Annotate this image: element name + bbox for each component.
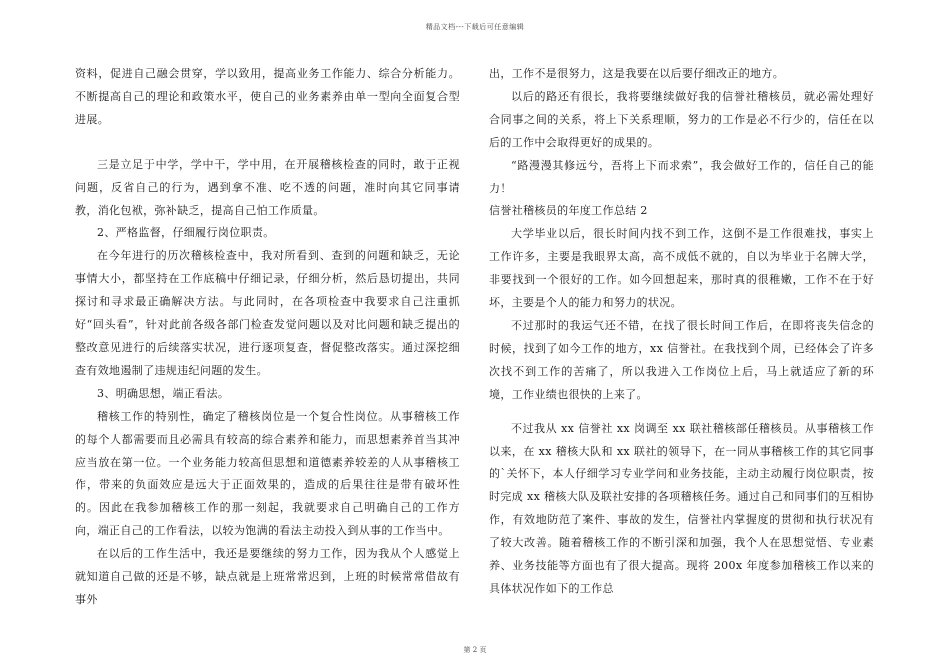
paragraph: 出，工作不是很努力，这是我要在以后要仔细改正的地方。 [489, 67, 785, 80]
section-heading: 3、明确思想，端正看法。 [97, 386, 230, 400]
paragraph: 以后的路还有很长，我将要继续做好我的信誉社稽核员，就必需处理好合同事之间的关系，将上下关系理顺，努力的工作是必不行少的，信任在以后的工作中会取得更好的成果的。 [489, 89, 874, 149]
left-column [75, 63, 460, 612]
paragraph: 在今年进行的历次稽核检查中，我对所看到、查到的问题和缺乏，无论事情大小，都坚持在工作底稿中仔细记录，仔细分析，然后恳切提出，共同探讨和寻求最正确解决方法。与此同时，在各项检查中我要求自己注重抓好“回头看”，针对此前各级各部门检查发觉问题以及对比问题和缺乏提出的整改意见进行的后续落实状况，进行逐项复查，督促整改落实。通过深挖细查有效地遏制了违规违纪问题的发生。 [75, 249, 460, 377]
right-column [489, 63, 874, 601]
paragraph: 三是立足于中学，学中干，学中用，在开展稽核检查的同时，敢于正视问题，反省自己的行为，遇到拿不准、吃不透的问题，准时向其它同事请教，消化包袱，弥补缺乏，提高自己怕工作质量。 [75, 157, 460, 217]
article-title: 信誉社稽核员的年度工作总结 2 [489, 204, 648, 218]
quote-paragraph: “路漫漫其修远兮，吾将上下而求索”，我会做好工作的，信任自己的能力！ [489, 158, 874, 195]
page-number: 第 2 页 [463, 646, 487, 654]
paragraph: 不过那时的我运气还不错，在找了很长时间工作后，在即将丧失信念的时候，找到了如今工作的地方，xx 信誉社。在我找到个周，已经体会了许多次找不到工作的苦痛了，所以我进入工作岗位上后，马上就适应了新的环境，工作业绩也很快的上来了。 [489, 318, 874, 401]
paragraph: 在以后的工作生活中，我还是要继续的努力工作，因为我从个人感觉上就知道自己做的还是不够，缺点就是上班常常迟到，上班的时候常常借故有事外 [75, 547, 460, 606]
page-header: 精品文档---下载后可任意编辑 [425, 23, 525, 31]
section-heading: 2、严格监督，仔细履行岗位职责。 [97, 226, 275, 240]
paragraph: 稽核工作的特别性，确定了稽核岗位是一个复合性岗位。从事稽核工作的每个人都需要而且必需具有较高的综合素养和能力，而思想素养首当其冲应当放在第一位。一个业务能力较高但思想和道德素养较差的人从事稽核工作，带来的负面效应是远大于正面效果的，造成的后果往往是带有破坏性的。因此在我参加稽核工作的那一刻起，我就要求自己明确自己的工作方向，端正自己的工作看法，以较为饱满的看法主动投入到从事的工作当中。 [75, 409, 460, 538]
paragraph: 资料，促进自己融会贯穿，学以致用，提高业务工作能力、综合分析能力。不断提高自己的理论和政策水平，使自己的业务素养由单一型向全面复合型进展。 [75, 67, 460, 126]
paragraph: 大学毕业以后，很长时间内找不到工作，这倒不是工作很难找，事实上工作许多，主要是我眼界太高，高不成低不就的，自以为毕业于名牌大学，非要找到一个很好的工作。如今回想起来，那时真的很稚嫩，工作不在于好坏，主要是个人的能力和努力的状况。 [489, 227, 874, 310]
paragraph: 不过我从 xx 信誉社 xx 岗调至 xx 联社稽核部任稽核员。从事稽核工作以来，在 xx 稽核大队和 xx 联社的领导下，在一同从事稽核工作的其它同事的`关怀下，本人仔细学习专业学问和业务技能，主动主动履行岗位职责，按时完成 xx 稽核大队及联社安排的各项稽核任务。通过自己和同事们的互相协作，有效地防范了案件、事故的发生，信誉社内掌握度的贯彻和执行状况有了较大改善。随着稽核工作的不断引深和加强，我个人在思想觉悟、专业素养、业务技能等方面也有了很大提高。现将 200x 年度参加稽核工作以来的具体状况作如下的工作总 [489, 421, 874, 595]
